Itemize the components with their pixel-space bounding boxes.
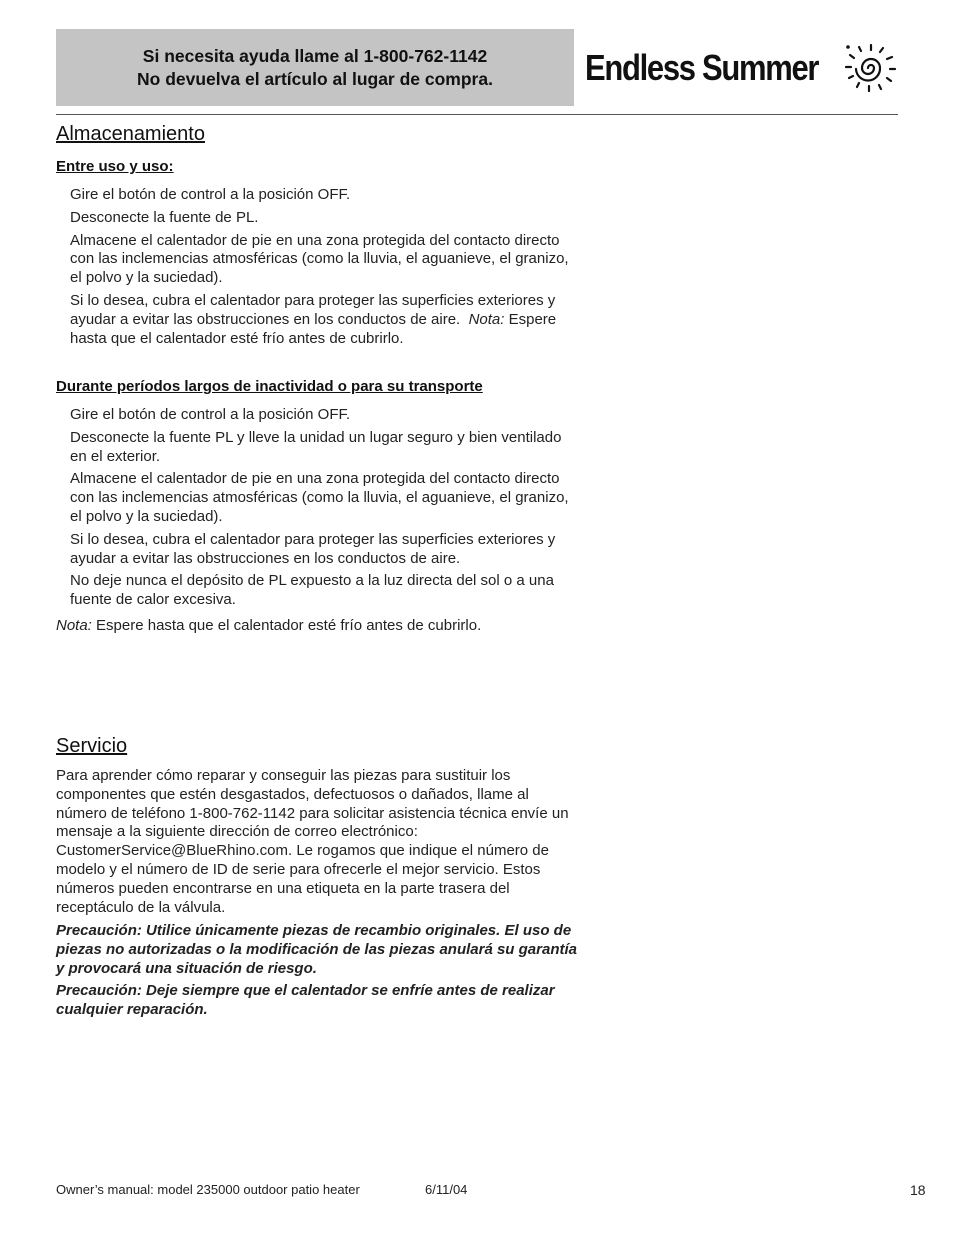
- storage-section-title: Almacenamiento: [56, 123, 205, 145]
- long-periods-heading: Durante períodos largos de inactividad o para su transporte: [56, 378, 483, 395]
- caution-original-parts: Precaución: Utilice únicamente piezas de recambio originales. El uso de piezas no autorizadas o la modificación de las piezas anulará su garantía y provocará una situación de riesgo.: [56, 922, 577, 977]
- sun-spiral-icon: [843, 42, 899, 99]
- list-item: Si lo desea, cubra el calentador para proteger las superficies exteriores y ayudar a evitar las obstrucciones en los conductos de aire.: [70, 530, 556, 567]
- return-notice-line: No devuelva el artículo al lugar de compra.: [137, 68, 493, 89]
- note-text: Espere hasta que el calentador esté frío antes de cubrirlo.: [70, 310, 557, 347]
- brand-logo-text: Endless Summer: [585, 47, 819, 88]
- list-item: No deje nunca el depósito de PL expuesto a la luz directa del sol o a una fuente de calor excesiva.: [70, 572, 554, 609]
- note-label: Nota:: [56, 617, 92, 634]
- footer-date: 6/11/04: [425, 1182, 468, 1197]
- note-label: Nota:: [468, 310, 505, 328]
- long-periods-list: [70, 406, 580, 614]
- list-item-text: Si lo desea, cubra el calentador para proteger las superficies exteriores y ayudar a evitar las obstrucciones en los conductos de aire.: [70, 291, 556, 328]
- help-phone-line: Si necesita ayuda llame al 1-800-762-1142: [142, 45, 488, 66]
- list-item: Almacene el calentador de pie en una zona protegida del contacto directo con las inclemencias atmosféricas (como la lluvia, el aguanieve, el granizo, el polvo y la suciedad).: [70, 470, 569, 525]
- service-section-title: Servicio: [56, 735, 128, 757]
- list-item: Gire el botón de control a la posición OFF.: [70, 186, 351, 203]
- list-item: [70, 292, 580, 348]
- footer-manual-title: Owner’s manual: model 235000 outdoor patio heater: [56, 1182, 360, 1197]
- list-item: Almacene el calentador de pie en una zona protegida del contacto directo con las inclemencias atmosféricas (como la lluvia, el aguanieve, el granizo, el polvo y la suciedad).: [70, 231, 569, 287]
- list-item: Desconecte la fuente PL y lleve la unidad un lugar seguro y bien ventilado en el exterior.: [70, 428, 562, 465]
- help-banner: [56, 29, 574, 106]
- between-uses-heading: Entre uso y uso:: [56, 158, 174, 175]
- note-text: Espere hasta que el calentador esté frío antes de cubrirlo.: [96, 617, 482, 634]
- page-number: 18: [910, 1182, 926, 1198]
- between-uses-list: [70, 186, 580, 352]
- header-divider: [56, 114, 898, 115]
- list-item: Desconecte la fuente de PL.: [70, 208, 259, 226]
- list-item: Gire el botón de control a la posición OFF.: [70, 406, 351, 423]
- long-periods-note: [56, 617, 481, 636]
- service-body: Para aprender cómo reparar y conseguir las piezas para sustituir los componentes que estén desgastados, defectuosos o dañados, llame al número de teléfono 1-800-762-1142 para solicitar asistencia técnica envíe un mensaje a la siguiente dirección de correo electrónico: CustomerService@BlueRhino.com. Le rogamos que indique el número de modelo y el número de ID de serie para ofrecerle el mejor servicio. Estos números pueden encontrarse en una etiqueta en la parte trasera del receptáculo de la válvula.: [56, 767, 569, 916]
- caution-cool-down: Precaución: Deje siempre que el calentador se enfríe antes de realizar cualquier reparación.: [56, 982, 555, 1018]
- brand-logo: [585, 40, 900, 96]
